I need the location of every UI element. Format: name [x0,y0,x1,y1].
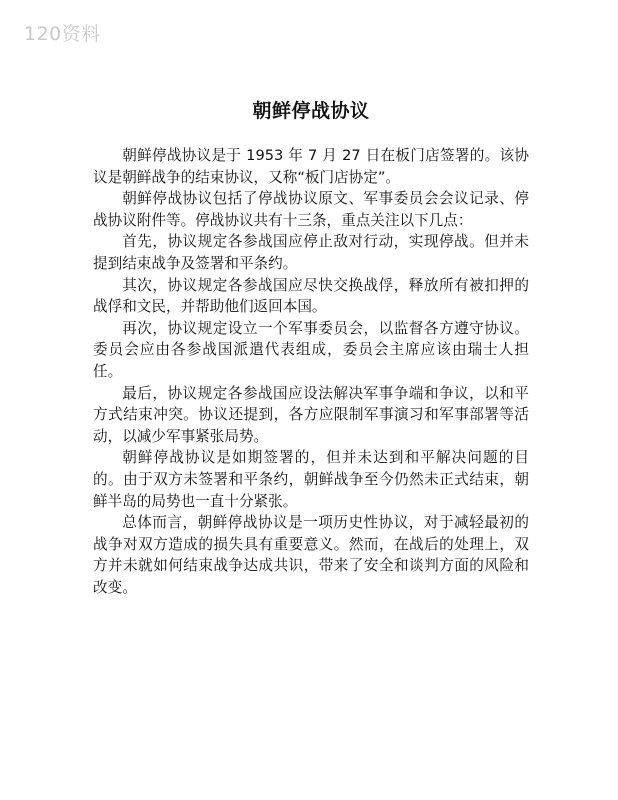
paragraph-7: 朝鲜停战协议是如期签署的，但并未达到和平解决问题的目的。由于双方未签署和平条约，朝鲜战争至今仍然未正式结束，朝鲜半岛的局势也一直十分紧张。 [93,449,529,510]
document-page [93,96,529,598]
paragraph-3: 首先，协议规定各参战国应停止敌对行动，实现停战。但并未提到结束战争及签署和平条约。 [93,233,529,272]
paragraph-6: 最后，协议规定各参战国应设法解决军事争端和争议，以和平方式结束冲突。协议还提到，各方应限制军事演习和军事部署等活动，以减少军事紧张局势。 [93,384,529,445]
watermark: 120资料 [24,23,101,45]
document-title: 朝鲜停战协议 [252,100,370,122]
paragraph-8: 总体而言，朝鲜停战协议是一项历史性协议，对于减轻最初的战争对双方造成的损失具有重要意义。然而，在战后的处理上，双方并未就如何结束战争达成共识，带来了安全和谈判方面的风险和改变。 [93,514,529,596]
paragraph-1: 朝鲜停战协议是于 1953 年 7 月 27 日在板门店签署的。该协议是朝鲜战争的结束协议，又称“板门店协定”。 [93,147,529,186]
paragraph-4: 其次，协议规定各参战国应尽快交换战俘，释放所有被扣押的战俘和文民，并帮助他们返回本国。 [93,276,529,316]
paragraph-2: 朝鲜停战协议包括了停战协议原文、军事委员会会议记录、停战协议附件等。停战协议共有十三条，重点关注以下几点： [93,190,529,229]
paragraph-5: 再次，协议规定设立一个军事委员会，以监督各方遵守协议。委员会应由各参战国派遣代表组成，委员会主席应该由瑞士人担任。 [93,319,529,380]
